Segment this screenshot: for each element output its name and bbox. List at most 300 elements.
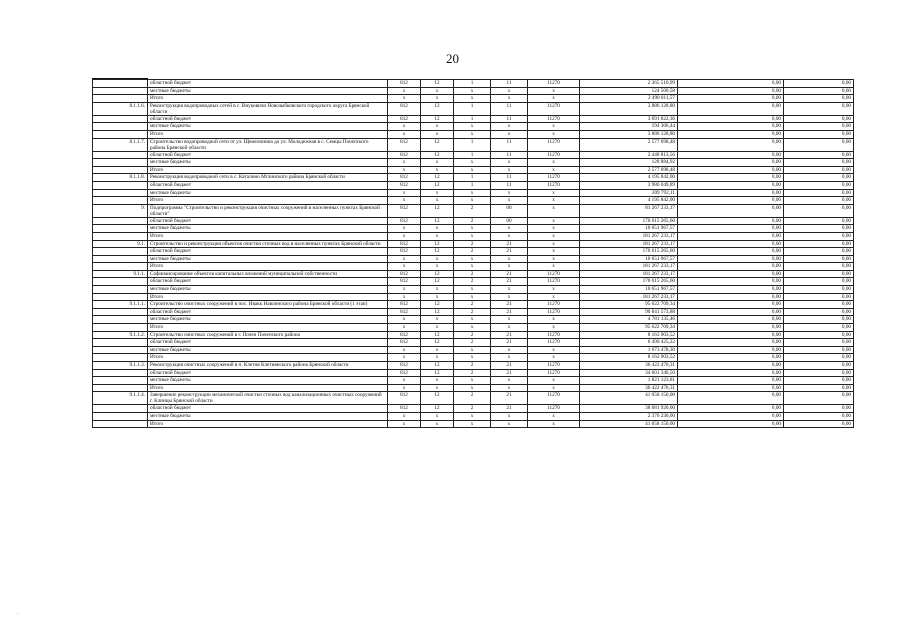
table-row <box>93 138 854 151</box>
subprogram-code-cell: x <box>491 225 528 233</box>
gr-code-cell: x <box>388 354 421 362</box>
gr-code-cell: 812 <box>388 204 421 217</box>
gr-code-cell: x <box>388 255 421 263</box>
table-row <box>93 248 854 256</box>
program-code-cell: x <box>454 286 491 294</box>
table-row <box>93 362 854 370</box>
subprogram-code-cell: x <box>491 324 528 332</box>
item-name-cell: Итого <box>148 354 388 362</box>
subprogram-code-cell: 21 <box>491 405 528 413</box>
item-name-cell: Реконструкция водопроводных сетей в с. Внуковичи Новозыбковского городского округа Брянской области <box>148 102 388 115</box>
program-code-cell: x <box>454 166 491 174</box>
program-code-cell: x <box>454 354 491 362</box>
amount-2023-cell: 0,00 <box>784 217 854 225</box>
item-number-cell: 9.1.1.3. <box>93 362 148 370</box>
gr-code-cell: 812 <box>388 369 421 377</box>
program-code-cell: 1 <box>454 102 491 115</box>
item-number-cell <box>93 217 148 225</box>
subprogram-code-cell: 21 <box>491 308 528 316</box>
section-code-cell: x <box>421 255 454 263</box>
item-name-cell: областной бюджет <box>148 115 388 123</box>
item-name-cell: Итого <box>148 130 388 138</box>
item-name-cell: Строительство водопроводной сети от ул. Щемелинина до ул. Молодежная в с. Семцы Почепского района Брянской области <box>148 138 388 151</box>
gr-code-cell: x <box>388 316 421 324</box>
amount-2022-cell: 0,00 <box>678 181 784 189</box>
table-row <box>93 412 854 420</box>
section-code-cell: 12 <box>421 115 454 123</box>
target-code-cell: x <box>528 166 580 174</box>
subprogram-code-cell: x <box>491 130 528 138</box>
target-code-cell: x <box>528 412 580 420</box>
item-name-cell: Итого <box>148 324 388 332</box>
amount-2023-cell: 0,00 <box>784 369 854 377</box>
amount-2021-cell: 2 577 698,48 <box>580 166 678 174</box>
amount-2023-cell: 0,00 <box>784 405 854 413</box>
target-code-cell: x <box>528 324 580 332</box>
gr-code-cell: x <box>388 377 421 385</box>
gr-code-cell: 812 <box>388 181 421 189</box>
amount-2021-cell: 38 681 920,00 <box>580 405 678 413</box>
section-code-cell: x <box>421 377 454 385</box>
amount-2023-cell: 0,00 <box>784 159 854 167</box>
amount-2022-cell: 0,00 <box>678 339 784 347</box>
amount-2021-cell: 1 821 123,81 <box>580 377 678 385</box>
amount-2023-cell: 0,00 <box>784 87 854 95</box>
item-number-cell <box>93 248 148 256</box>
amount-2021-cell: 128 884,92 <box>580 159 678 167</box>
item-number-cell <box>93 255 148 263</box>
table-row <box>93 301 854 309</box>
subprogram-code-cell: 11 <box>491 174 528 182</box>
subprogram-code-cell: 21 <box>491 369 528 377</box>
amount-2022-cell: 0,00 <box>678 166 784 174</box>
target-code-cell: 11270 <box>528 369 580 377</box>
gr-code-cell: x <box>388 95 421 103</box>
item-name-cell: областной бюджет <box>148 308 388 316</box>
amount-2023-cell: 0,00 <box>784 232 854 240</box>
amount-2022-cell: 0,00 <box>678 123 784 131</box>
target-code-cell: 11270 <box>528 331 580 339</box>
target-code-cell: 11270 <box>528 80 580 88</box>
subprogram-code-cell: 11 <box>491 115 528 123</box>
amount-2022-cell: 0,00 <box>678 405 784 413</box>
target-code-cell: 11270 <box>528 301 580 309</box>
item-name-cell: Строительство очистных сооружений в г. Почеп Почепского района <box>148 331 388 339</box>
program-code-cell: 1 <box>454 80 491 88</box>
table-row <box>93 369 854 377</box>
program-code-cell: 1 <box>454 138 491 151</box>
item-number-cell: 9.1.1.4. <box>93 392 148 405</box>
amount-2022-cell: 0,00 <box>678 384 784 392</box>
item-number-cell <box>93 369 148 377</box>
item-number-cell <box>93 354 148 362</box>
amount-2022-cell: 0,00 <box>678 174 784 182</box>
target-code-cell: x <box>528 232 580 240</box>
table-row <box>93 255 854 263</box>
amount-2022-cell: 0,00 <box>678 204 784 217</box>
gr-code-cell: 812 <box>388 115 421 123</box>
amount-2023-cell: 0,00 <box>784 138 854 151</box>
item-name-cell: Итого <box>148 384 388 392</box>
item-name-cell: Итого <box>148 263 388 271</box>
amount-2022-cell: 0,00 <box>678 248 784 256</box>
amount-2022-cell: 0,00 <box>678 95 784 103</box>
amount-2023-cell: 0,00 <box>784 166 854 174</box>
program-code-cell: x <box>454 255 491 263</box>
amount-2023-cell: 0,00 <box>784 346 854 354</box>
target-code-cell: 11270 <box>528 308 580 316</box>
item-name-cell: Софинансирование объектов капитальных вложений муниципальной собственности <box>148 270 388 278</box>
target-code-cell: 11270 <box>528 181 580 189</box>
program-code-cell: 2 <box>454 248 491 256</box>
amount-2023-cell: 0,00 <box>784 102 854 115</box>
target-code-cell: 11270 <box>528 115 580 123</box>
program-code-cell: 2 <box>454 204 491 217</box>
item-name-cell: местные бюджеты <box>148 189 388 197</box>
target-code-cell: x <box>528 159 580 167</box>
amount-2023-cell: 0,00 <box>784 339 854 347</box>
item-number-cell <box>93 115 148 123</box>
gr-code-cell: 812 <box>388 301 421 309</box>
amount-2022-cell: 0,00 <box>678 278 784 286</box>
subprogram-code-cell: x <box>491 293 528 301</box>
program-code-cell: x <box>454 412 491 420</box>
item-number-cell <box>93 286 148 294</box>
subprogram-code-cell: 11 <box>491 181 528 189</box>
subprogram-code-cell: 21 <box>491 331 528 339</box>
target-code-cell: x <box>528 420 580 428</box>
amount-2023-cell: 0,00 <box>784 204 854 217</box>
program-code-cell: 1 <box>454 115 491 123</box>
section-code-cell: x <box>421 293 454 301</box>
gr-code-cell: 812 <box>388 174 421 182</box>
table-row <box>93 87 854 95</box>
item-name-cell: Итого <box>148 166 388 174</box>
section-code-cell: x <box>421 420 454 428</box>
amount-2022-cell: 0,00 <box>678 324 784 332</box>
item-name-cell: местные бюджеты <box>148 286 388 294</box>
item-name-cell: местные бюджеты <box>148 225 388 233</box>
item-number-cell: 9.1.1.1. <box>93 301 148 309</box>
gr-code-cell: 812 <box>388 217 421 225</box>
amount-2023-cell: 0,00 <box>784 263 854 271</box>
section-code-cell: 12 <box>421 102 454 115</box>
amount-2022-cell: 0,00 <box>678 151 784 159</box>
item-name-cell: Итого <box>148 197 388 205</box>
program-code-cell: 2 <box>454 308 491 316</box>
item-name-cell: областной бюджет <box>148 369 388 377</box>
gr-code-cell: x <box>388 263 421 271</box>
item-name-cell: Подпрограмма "Строительство и реконструкция очистных сооружений в населенных пунктах Брянской области" <box>148 204 388 217</box>
amount-2021-cell: 34 601 346,50 <box>580 369 678 377</box>
amount-2023-cell: 0,00 <box>784 420 854 428</box>
item-number-cell <box>93 189 148 197</box>
table-row <box>93 197 854 205</box>
item-name-cell: областной бюджет <box>148 405 388 413</box>
program-code-cell: 1 <box>454 174 491 182</box>
amount-2023-cell: 0,00 <box>784 377 854 385</box>
section-code-cell: x <box>421 324 454 332</box>
amount-2021-cell: 2 365 510,99 <box>580 80 678 88</box>
gr-code-cell: 812 <box>388 405 421 413</box>
amount-2023-cell: 0,00 <box>784 115 854 123</box>
item-number-cell <box>93 95 148 103</box>
program-code-cell: 2 <box>454 369 491 377</box>
item-number-cell <box>93 225 148 233</box>
amount-2021-cell: 2 448 813,56 <box>580 151 678 159</box>
subprogram-code-cell: x <box>491 420 528 428</box>
gr-code-cell: 812 <box>388 138 421 151</box>
table-row <box>93 316 854 324</box>
program-code-cell: x <box>454 263 491 271</box>
table-row <box>93 130 854 138</box>
amount-2022-cell: 0,00 <box>678 115 784 123</box>
table-row <box>93 189 854 197</box>
target-code-cell: 11270 <box>528 362 580 370</box>
program-code-cell: x <box>454 225 491 233</box>
program-code-cell: 2 <box>454 278 491 286</box>
amount-2023-cell: 0,00 <box>784 278 854 286</box>
amount-2022-cell: 0,00 <box>678 420 784 428</box>
item-name-cell: местные бюджеты <box>148 123 388 131</box>
section-code-cell: x <box>421 123 454 131</box>
gr-code-cell: x <box>388 293 421 301</box>
table-body <box>93 80 854 428</box>
subprogram-code-cell: 21 <box>491 339 528 347</box>
item-number-cell <box>93 263 148 271</box>
amount-2022-cell: 0,00 <box>678 293 784 301</box>
table-row <box>93 174 854 182</box>
gr-code-cell: x <box>388 286 421 294</box>
program-code-cell: x <box>454 293 491 301</box>
section-code-cell: x <box>421 197 454 205</box>
item-number-cell <box>93 308 148 316</box>
amount-2021-cell: 181 267 233,17 <box>580 293 678 301</box>
subprogram-code-cell: 21 <box>491 248 528 256</box>
table-row <box>93 293 854 301</box>
item-name-cell: местные бюджеты <box>148 412 388 420</box>
gr-code-cell: x <box>388 412 421 420</box>
subprogram-code-cell: x <box>491 263 528 271</box>
program-code-cell: x <box>454 346 491 354</box>
section-code-cell: 12 <box>421 204 454 217</box>
target-code-cell: x <box>528 189 580 197</box>
amount-2021-cell: 194 306,44 <box>580 123 678 131</box>
target-code-cell: x <box>528 248 580 256</box>
section-code-cell: x <box>421 159 454 167</box>
amount-2021-cell: 181 267 233,17 <box>580 240 678 248</box>
program-code-cell: x <box>454 95 491 103</box>
target-code-cell: 11270 <box>528 102 580 115</box>
table-row <box>93 377 854 385</box>
page-number: 20 <box>446 51 459 66</box>
section-code-cell: 12 <box>421 369 454 377</box>
item-name-cell: Реконструкция водопроводной сети в с. Каталино Мглинского района Брянской области <box>148 174 388 182</box>
item-number-cell <box>93 293 148 301</box>
amount-2021-cell: 95 622 709,34 <box>580 324 678 332</box>
gr-code-cell: x <box>388 197 421 205</box>
item-number-cell <box>93 197 148 205</box>
amount-2023-cell: 0,00 <box>784 248 854 256</box>
section-code-cell: x <box>421 384 454 392</box>
amount-2021-cell: 8 163 903,52 <box>580 331 678 339</box>
item-name-cell: областной бюджет <box>148 278 388 286</box>
amount-2021-cell: 10 651 967,57 <box>580 255 678 263</box>
gr-code-cell: 812 <box>388 102 421 115</box>
target-code-cell: 11270 <box>528 174 580 182</box>
amount-2022-cell: 0,00 <box>678 159 784 167</box>
amount-2022-cell: 0,00 <box>678 377 784 385</box>
gr-code-cell: 812 <box>388 270 421 278</box>
table-row <box>93 308 854 316</box>
amount-2022-cell: 0,00 <box>678 232 784 240</box>
section-code-cell: 12 <box>421 301 454 309</box>
subprogram-code-cell: x <box>491 166 528 174</box>
item-number-cell <box>93 232 148 240</box>
table-row <box>93 420 854 428</box>
item-number-cell: 8.1.1.7. <box>93 138 148 151</box>
section-code-cell: x <box>421 346 454 354</box>
amount-2021-cell: 4 195 842,00 <box>580 174 678 182</box>
subprogram-code-cell: x <box>491 377 528 385</box>
item-number-cell <box>93 123 148 131</box>
amount-2022-cell: 0,00 <box>678 102 784 115</box>
amount-2021-cell: 170 615 265,60 <box>580 248 678 256</box>
section-code-cell: x <box>421 286 454 294</box>
table-row <box>93 159 854 167</box>
target-code-cell: x <box>528 346 580 354</box>
item-name-cell: областной бюджет <box>148 339 388 347</box>
item-number-cell <box>93 130 148 138</box>
gr-code-cell: x <box>388 130 421 138</box>
target-code-cell: x <box>528 377 580 385</box>
item-number-cell: 9.1.1.2. <box>93 331 148 339</box>
program-code-cell: x <box>454 159 491 167</box>
target-code-cell: x <box>528 217 580 225</box>
item-number-cell <box>93 181 148 189</box>
target-code-cell: 11270 <box>528 138 580 151</box>
subprogram-code-cell: x <box>491 197 528 205</box>
amount-2021-cell: 36 422 470,31 <box>580 384 678 392</box>
subprogram-code-cell: 21 <box>491 362 528 370</box>
program-code-cell: x <box>454 130 491 138</box>
gr-code-cell: x <box>388 384 421 392</box>
amount-2022-cell: 0,00 <box>678 316 784 324</box>
section-code-cell: 12 <box>421 181 454 189</box>
gr-code-cell: x <box>388 166 421 174</box>
table-row <box>93 123 854 131</box>
target-code-cell: 11270 <box>528 339 580 347</box>
item-name-cell: местные бюджеты <box>148 255 388 263</box>
amount-2022-cell: 0,00 <box>678 308 784 316</box>
table-row <box>93 225 854 233</box>
section-code-cell: 12 <box>421 278 454 286</box>
amount-2023-cell: 0,00 <box>784 331 854 339</box>
table-row <box>93 339 854 347</box>
section-code-cell: 12 <box>421 151 454 159</box>
item-name-cell: Итого <box>148 420 388 428</box>
section-code-cell: x <box>421 166 454 174</box>
item-number-cell <box>93 346 148 354</box>
table-row <box>93 80 854 88</box>
amount-2021-cell: 124 500,58 <box>580 87 678 95</box>
amount-2021-cell: 181 267 233,17 <box>580 270 678 278</box>
subprogram-code-cell: x <box>491 159 528 167</box>
subprogram-code-cell: 21 <box>491 301 528 309</box>
item-number-cell <box>93 278 148 286</box>
item-number-cell: 9.1. <box>93 240 148 248</box>
program-code-cell: x <box>454 316 491 324</box>
subprogram-code-cell: x <box>491 255 528 263</box>
table-row <box>93 331 854 339</box>
amount-2021-cell: 2 490 011,57 <box>580 95 678 103</box>
subprogram-code-cell: x <box>491 316 528 324</box>
amount-2021-cell: 2 577 698,48 <box>580 138 678 151</box>
section-code-cell: x <box>421 87 454 95</box>
section-code-cell: 12 <box>421 174 454 182</box>
table-row <box>93 263 854 271</box>
item-name-cell: местные бюджеты <box>148 377 388 385</box>
amount-2021-cell: 36 422 470,31 <box>580 362 678 370</box>
item-number-cell <box>93 412 148 420</box>
subprogram-code-cell: 11 <box>491 138 528 151</box>
section-code-cell: 12 <box>421 362 454 370</box>
amount-2021-cell: 209 792,11 <box>580 189 678 197</box>
item-number-cell <box>93 151 148 159</box>
subprogram-code-cell: 21 <box>491 270 528 278</box>
amount-2021-cell: 2 376 230,00 <box>580 412 678 420</box>
program-code-cell: 1 <box>454 181 491 189</box>
item-number-cell <box>93 159 148 167</box>
section-code-cell: 12 <box>421 331 454 339</box>
program-code-cell: x <box>454 384 491 392</box>
program-code-cell: x <box>454 123 491 131</box>
subprogram-code-cell: x <box>491 384 528 392</box>
amount-2022-cell: 0,00 <box>678 225 784 233</box>
amount-2022-cell: 0,00 <box>678 138 784 151</box>
section-code-cell: x <box>421 354 454 362</box>
table-row <box>93 102 854 115</box>
target-code-cell: x <box>528 316 580 324</box>
amount-2022-cell: 0,00 <box>678 80 784 88</box>
item-name-cell: местные бюджеты <box>148 346 388 354</box>
gr-code-cell: 812 <box>388 278 421 286</box>
item-number-cell <box>93 324 148 332</box>
item-name-cell: областной бюджет <box>148 248 388 256</box>
subprogram-code-cell: x <box>491 346 528 354</box>
section-code-cell: x <box>421 130 454 138</box>
amount-2023-cell: 0,00 <box>784 270 854 278</box>
gr-code-cell: 812 <box>388 339 421 347</box>
amount-2022-cell: 0,00 <box>678 263 784 271</box>
table-row <box>93 240 854 248</box>
item-number-cell <box>93 339 148 347</box>
amount-2022-cell: 0,00 <box>678 130 784 138</box>
gr-code-cell: 812 <box>388 308 421 316</box>
gr-code-cell: x <box>388 123 421 131</box>
program-code-cell: 2 <box>454 362 491 370</box>
table-row <box>93 270 854 278</box>
amount-2023-cell: 0,00 <box>784 130 854 138</box>
item-name-cell: областной бюджет <box>148 151 388 159</box>
item-name-cell: местные бюджеты <box>148 87 388 95</box>
amount-2023-cell: 0,00 <box>784 255 854 263</box>
section-code-cell: x <box>421 412 454 420</box>
item-name-cell: местные бюджеты <box>148 159 388 167</box>
amount-2022-cell: 0,00 <box>678 240 784 248</box>
amount-2021-cell: 10 651 967,57 <box>580 286 678 294</box>
amount-2023-cell: 0,00 <box>784 123 854 131</box>
